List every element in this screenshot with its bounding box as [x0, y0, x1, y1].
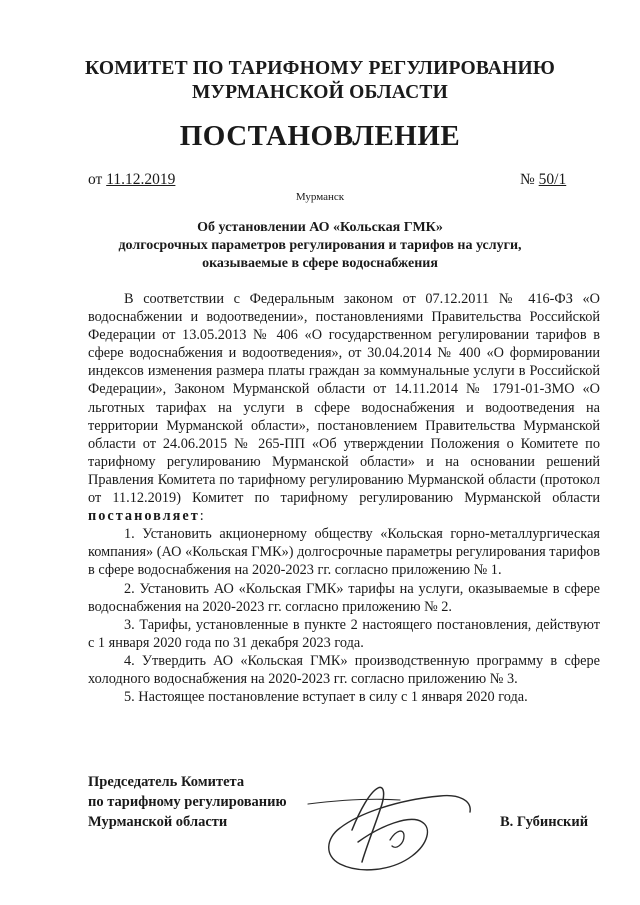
subject-line2: долгосрочных параметров регулирования и тарифов на услуги,	[118, 238, 522, 253]
document-subject	[0, 219, 640, 273]
signatory-title-line3: Мурманской области	[88, 814, 228, 830]
date-value: 11.12.2019	[106, 171, 176, 188]
signatory-title-line2: по тарифному регулированию	[88, 794, 287, 810]
decree-colon: :	[199, 508, 204, 525]
decree-item-4: 4. Утвердить АО «Кольская ГМК» производственную программу в сфере холодного водоснабжения на 2020-2023 гг. согласно приложению № 3.	[88, 652, 600, 687]
signatory-name: В. Губинский	[500, 814, 589, 830]
preamble-text: В соответствии с Федеральным законом от 07.12.2011 № 416-ФЗ «О водоснабжении и водоотведении», постановлениями Правительства Российской Федерации от 13.05.2013 № 406 «О государственном регулировании тарифов в сфере водоснабжения и водоотведения», от 30.04.2014 № 400 «О формировании индексов изменения размера платы граждан за коммунальные услуги в Российской Федерации», Законом Мурманской области от 14.11.2014 № 1791-01-ЗМО «О льготных тарифах на услуги в сфере водоснабжения и водоотведения на территории Мурманской области», постановлением Правительства Мурманской области от 24.06.2015 № 265-ПП «Об утверждении Положения о Комитете по тарифному регулированию Мурманской области» и на основании решений Правления Комитета по тарифному регулированию Мурманской области (протокол от 11.12.2019) Комитет по тарифному регулированию Мурманской области	[88, 291, 600, 507]
subject-line3: оказываемые в сфере водоснабжения	[202, 256, 438, 271]
org-name-line1: КОМИТЕТ ПО ТАРИФНОМУ РЕГУЛИРОВАНИЮ	[84, 58, 556, 79]
city-label: Мурманск	[295, 191, 345, 203]
document-date	[88, 171, 175, 189]
document-number	[520, 171, 566, 189]
decree-item-3: 3. Тарифы, установленные в пункте 2 настоящего постановления, действуют с 1 января 2020 года по 31 декабря 2023 года.	[88, 616, 600, 651]
org-name-line2: МУРМАНСКОЙ ОБЛАСТИ	[192, 82, 448, 103]
signatory-title-line1: Председатель Комитета	[88, 774, 245, 790]
handwritten-signature	[300, 770, 490, 880]
decree-item-1: 1. Установить акционерному обществу «Кольская горно-металлургическая компания» (АО «Кольская ГМК») долгосрочные параметры регулирования тарифов в сфере водоснабжения на 2020-2023 гг. согласно приложению № 1.	[88, 526, 600, 579]
number-value: 50/1	[538, 171, 567, 188]
document-body	[88, 290, 600, 706]
decree-item-2: 2. Установить АО «Кольская ГМК» тарифы на услуги, оказываемые в сфере водоснабжения на 2020-2023 гг. согласно приложению № 2.	[88, 580, 600, 615]
subject-line1: Об установлении АО «Кольская ГМК»	[197, 220, 443, 235]
decree-word: постановляет	[88, 508, 200, 525]
document-type-title: ПОСТАНОВЛЕНИЕ	[179, 120, 461, 152]
signatory-title	[88, 772, 287, 832]
preamble-paragraph	[88, 290, 600, 525]
date-prefix: от	[88, 171, 103, 188]
number-prefix: №	[520, 171, 535, 188]
decree-item-5: 5. Настоящее постановление вступает в силу с 1 января 2020 года.	[124, 689, 528, 706]
